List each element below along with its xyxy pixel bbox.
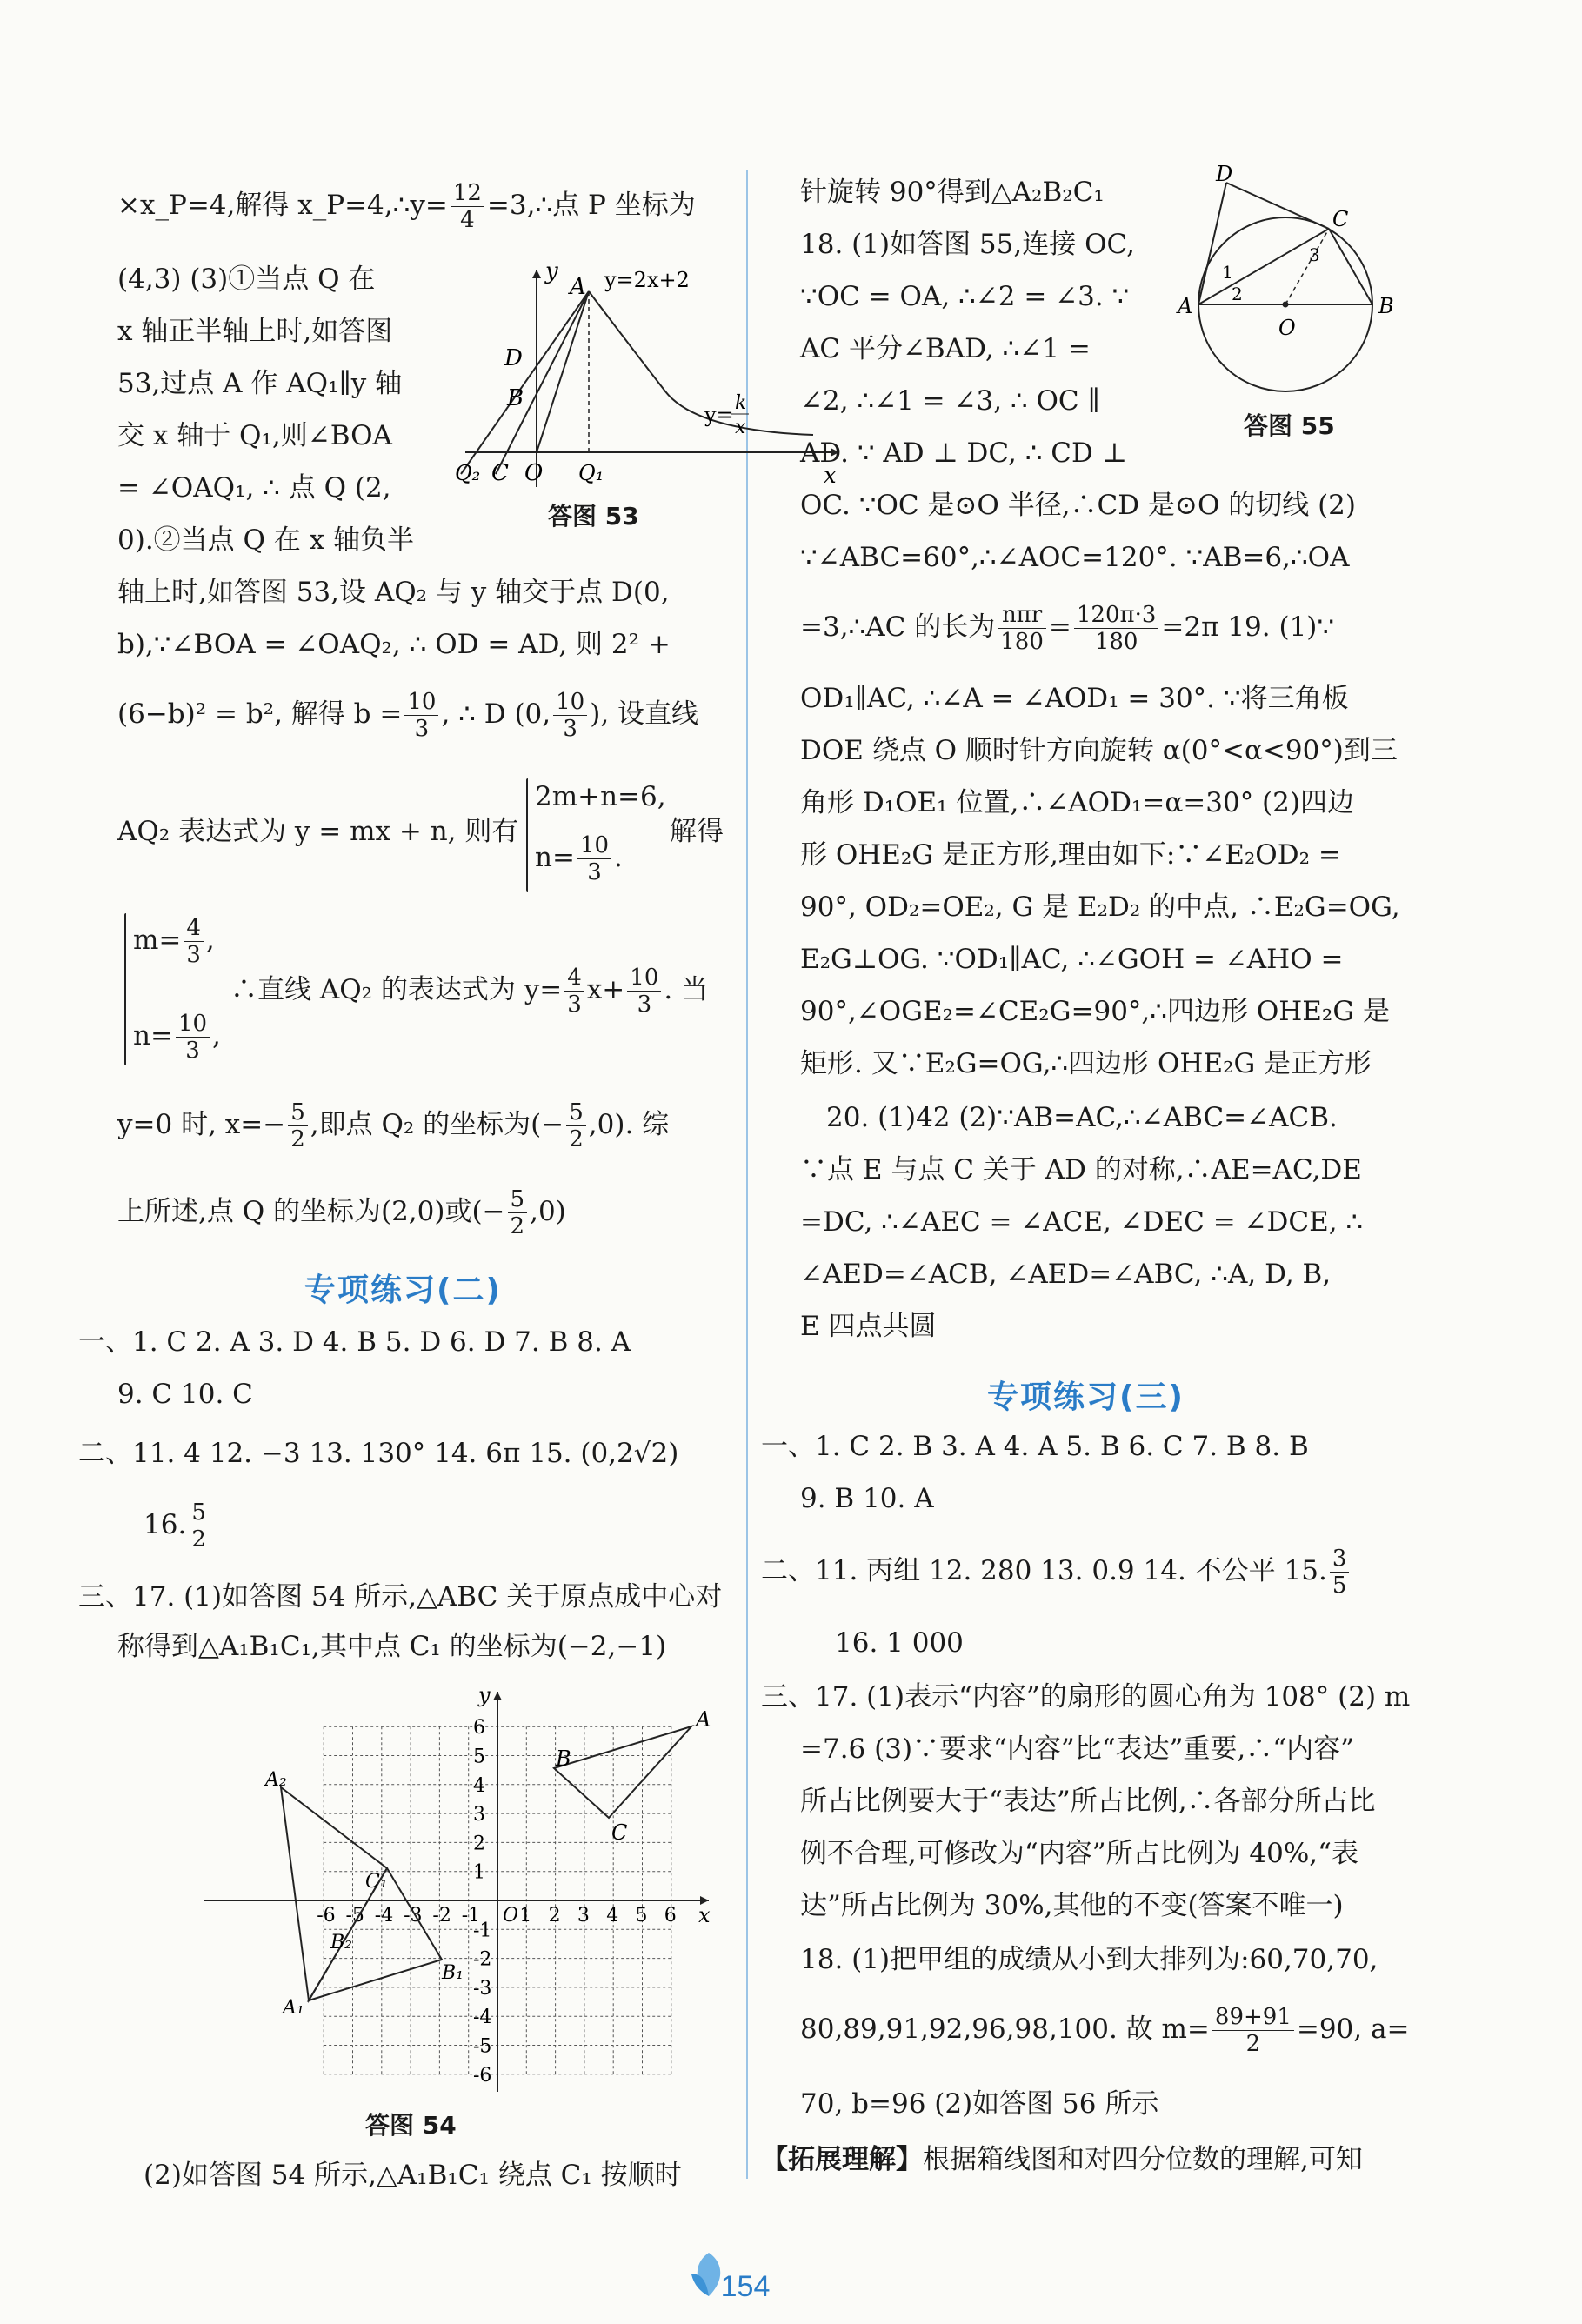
sec3-mc-line-1: 一、1. C 2. B 3. A 4. A 5. B 6. C 7. B 8. B — [761, 1431, 1309, 1462]
x-tick-label: -5 — [345, 1905, 364, 1927]
svg-text:y: y — [545, 258, 558, 284]
right-line-4: AC 平分∠BAD, ∴∠1 = — [800, 333, 1091, 364]
right-line-20: =DC, ∴∠AEC = ∠ACE, ∠DEC = ∠DCE, ∴ — [800, 1206, 1364, 1238]
svg-text:O: O — [1278, 316, 1296, 340]
s18-line-2: 80,89,91,92,96,98,100. 故 m= $\frac{89+91}{2}$ =90, a= — [800, 2004, 1410, 2057]
system-brace-2 — [124, 913, 126, 1065]
y-tick-label: -5 — [473, 2035, 492, 2058]
right-line-14: 90°, OD₂=OE₂, G 是 E₂D₂ 的中点, ∴E₂G=OG, — [800, 892, 1400, 923]
svg-text:y=: y= — [704, 403, 734, 427]
y-tick-label: 4 — [473, 1774, 485, 1797]
svg-text:A: A — [1178, 294, 1193, 318]
left-line-8: 轴上时,如答图 53,设 AQ₂ 与 y 轴交于点 D(0, — [117, 577, 670, 608]
left-line-4: 53,过点 A 作 AQ₁∥y 轴 — [117, 368, 403, 399]
sec2-fill-line-2: 16. $\frac{5}{2}$ — [144, 1498, 211, 1553]
x-tick-label: 5 — [635, 1905, 648, 1927]
x-tick-label: 4 — [606, 1905, 619, 1927]
right-line-6: AD. ∵ AD ⊥ DC, ∴ CD ⊥ — [800, 437, 1127, 469]
sec3-fill-line-2: 16. 1 000 — [835, 1627, 964, 1659]
svg-text:D: D — [1216, 165, 1233, 186]
svg-text:3: 3 — [1309, 244, 1320, 265]
svg-text:O: O — [524, 460, 544, 486]
x-tick-label: 2 — [548, 1905, 561, 1927]
svg-text:D: D — [504, 345, 523, 371]
s17-line-2: =7.6 (3)∵要求“内容”比“表达”重要,∴“内容” — [800, 1733, 1354, 1765]
svg-text:y: y — [478, 1683, 491, 1707]
right-line-13: 形 OHE₂G 是正方形,理由如下:∵∠E₂OD₂ = — [800, 839, 1341, 871]
svg-text:y=2x+2: y=2x+2 — [604, 268, 690, 292]
s17-line-1: 三、17. (1)表示“内容”的扇形的圆心角为 108° (2) m — [761, 1681, 1411, 1713]
svg-text:k: k — [735, 392, 747, 414]
y-tick-label: 6 — [473, 1717, 485, 1740]
left-line-11: AQ₂ 表达式为 y = mx + n, 则有 — [117, 816, 519, 847]
svg-text:B₂: B₂ — [330, 1932, 352, 1953]
right-line-7: OC. ∵OC 是⊙O 半径,∴CD 是⊙O 的切线 (2) — [800, 490, 1356, 521]
solution-m: m= $\frac{4}{3}$ , — [133, 915, 215, 968]
svg-text:A₂: A₂ — [265, 1769, 287, 1791]
svg-text:B: B — [507, 385, 524, 411]
q17-line-1: 三、17. (1)如答图 54 所示,△ABC 关于原点成中心对 — [78, 1581, 723, 1613]
right-line-10: OD₁∥AC, ∴∠A = ∠AOD₁ = 30°. ∵将三角板 — [800, 683, 1349, 714]
right-line-1: 针旋转 90°得到△A₂B₂C₁ — [800, 177, 1105, 208]
left-line-2: (4,3) (3)①当点 Q 在 — [117, 264, 376, 295]
s17-line-4: 例不合理,可修改为“内容”所占比例为 40%,“表 — [800, 1838, 1359, 1869]
system-brace-1 — [526, 778, 528, 892]
s18-line-3: 70, b=96 (2)如答图 56 所示 — [800, 2088, 1159, 2120]
svg-text:B: B — [556, 1746, 571, 1771]
q17-line-3: (2)如答图 54 所示,△A₁B₁C₁ 绕点 C₁ 按顺时 — [144, 2160, 682, 2191]
x-tick-label: 6 — [664, 1905, 677, 1927]
solution-n: n= $\frac{10}{3}$ , — [133, 1011, 221, 1064]
expand-line: 【拓展理解】根据箱线图和对四分位数的理解,可知 — [761, 2144, 1363, 2175]
x-tick-label: -6 — [317, 1905, 336, 1927]
right-line-11: DOE 绕点 O 顺时针方向旋转 α(0°<α<90°)到三 — [800, 735, 1398, 766]
x-tick-label: -2 — [432, 1905, 451, 1927]
figure-55-caption: 答图 55 — [1244, 411, 1335, 440]
x-tick-label: 1 — [519, 1905, 532, 1927]
figure-54 — [187, 1683, 726, 2100]
right-line-12: 角形 D₁OE₁ 位置,∴∠AOD₁=α=30° (2)四边 — [800, 787, 1354, 818]
system-eq-2: n= $\frac{10}{3}$ . — [535, 832, 623, 885]
right-line-17: 矩形. 又∵E₂G=OG,∴四边形 OHE₂G 是正方形 — [800, 1048, 1372, 1079]
right-line-18: 20. (1)42 (2)∵AB=AC,∴∠ABC=∠ACB. — [826, 1102, 1338, 1133]
y-tick-label: 2 — [473, 1833, 485, 1855]
right-line-2: 18. (1)如答图 55,连接 OC, — [800, 229, 1135, 260]
left-line-10: (6−b)² = b², 解得 b = $\frac{10}{3}$ , ∴ D (0, $\frac{10}{3}$ ), 设直线 — [117, 689, 699, 742]
y-tick-label: 1 — [473, 1861, 485, 1884]
left-line-9: b),∵∠BOA = ∠OAQ₂, ∴ OD = AD, 则 2² + — [117, 629, 671, 660]
svg-text:x: x — [824, 463, 837, 489]
y-tick-label: -1 — [473, 1920, 492, 1942]
page-number: 154 — [720, 2270, 771, 2303]
figure-54-caption: 答图 54 — [365, 2111, 457, 2140]
svg-text:O: O — [503, 1905, 519, 1927]
svg-text:x: x — [735, 417, 746, 438]
left-line-7: 0).②当点 Q 在 x 轴负半 — [117, 524, 414, 556]
y-tick-label: -2 — [473, 1948, 492, 1971]
left-line-6: = ∠OAQ₁, ∴ 点 Q (2, — [117, 472, 391, 504]
svg-text:Q₂: Q₂ — [455, 461, 481, 485]
expand-tag: 【拓展理解】 — [761, 2144, 923, 2175]
x-tick-label: -1 — [461, 1905, 481, 1927]
svg-text:Q₁: Q₁ — [578, 461, 604, 485]
left-line-5: 交 x 轴于 Q₁,则∠BOA — [117, 420, 392, 451]
x-tick-label: -4 — [374, 1905, 394, 1927]
svg-text:C: C — [491, 460, 509, 486]
left-line-11-end: 解得 — [670, 816, 724, 847]
svg-text:2: 2 — [1232, 284, 1243, 304]
x-tick-label: -3 — [404, 1905, 423, 1927]
svg-text:B₁: B₁ — [442, 1962, 464, 1984]
figure-53 — [448, 252, 848, 496]
left-line-14: 上所述,点 Q 的坐标为(2,0)或(− $\frac{5}{2}$ ,0) — [117, 1186, 566, 1239]
svg-text:A: A — [696, 1707, 711, 1732]
sec2-fill-line-1: 二、11. 4 12. −3 13. 130° 14. 6π 15. (0,2√2) — [78, 1438, 679, 1469]
y-tick-label: -6 — [473, 2064, 492, 2087]
s17-line-3: 所占比例要大于“表达”所占比例,∴各部分所占比 — [800, 1786, 1376, 1817]
y-tick-label: -4 — [473, 2007, 492, 2029]
svg-text:A: A — [570, 274, 586, 300]
sec3-fill-line-1: 二、11. 丙组 12. 280 13. 0.9 14. 不公平 15. $\frac{3}{5}$ — [761, 1544, 1352, 1599]
right-line-3: ∵OC = OA, ∴∠2 = ∠3. ∵ — [800, 281, 1130, 312]
svg-text:C₁: C₁ — [365, 1871, 388, 1893]
y-tick-label: 3 — [473, 1804, 485, 1826]
right-line-8: ∵∠ABC=60°,∴∠AOC=120°. ∵AB=6,∴OA — [800, 542, 1350, 573]
figure-55 — [1165, 165, 1400, 417]
right-line-15: E₂G⊥OG. ∵OD₁∥AC, ∴∠GOH = ∠AHO = — [800, 944, 1344, 975]
svg-text:B: B — [1378, 294, 1394, 318]
y-tick-label: 5 — [473, 1746, 485, 1768]
right-line-16: 90°,∠OGE₂=∠CE₂G=90°,∴四边形 OHE₂G 是 — [800, 996, 1390, 1027]
section-title-3: 专项练习(三) — [987, 1379, 1185, 1415]
svg-text:1: 1 — [1222, 262, 1233, 283]
right-line-19: ∵点 E 与点 C 关于 AD 的对称,∴AE=AC,DE — [800, 1154, 1362, 1185]
system-eq-1: 2m+n=6, — [535, 781, 666, 812]
figure-53-caption: 答图 53 — [548, 502, 639, 531]
x-tick-label: 3 — [577, 1905, 590, 1927]
svg-text:A₁: A₁ — [283, 1997, 304, 2019]
right-line-21: ∠AED=∠ACB, ∠AED=∠ABC, ∴A, D, B, — [800, 1259, 1332, 1290]
q17-line-2: 称得到△A₁B₁C₁,其中点 C₁ 的坐标为(−2,−1) — [117, 1631, 667, 1662]
y-tick-label: -3 — [473, 1977, 492, 2000]
s18-line-1: 18. (1)把甲组的成绩从小到大排列为:60,70,70, — [800, 1944, 1378, 1975]
svg-text:C: C — [611, 1820, 628, 1845]
right-line-22: E 四点共圆 — [800, 1311, 937, 1342]
svg-text:x: x — [698, 1903, 711, 1927]
section-title-2: 专项练习(二) — [304, 1272, 502, 1308]
left-line-3: x 轴正半轴上时,如答图 — [117, 316, 393, 347]
right-line-9: =3,∴AC 的长为 $\frac{\text{nπr}}{180}$ = $\frac{120\pi\cdot 3}{180}$ =2π 19. (1)∵ — [800, 602, 1335, 655]
left-line-1: ×x_P=4,解得 x_P=4,∴y= $\frac{12}{4}$ =3,∴点 P 坐标为 — [117, 180, 696, 233]
sec2-mc-line-1: 一、1. C 2. A 3. D 4. B 5. D 6. D 7. B 8. A — [78, 1326, 631, 1358]
left-line-13: y=0 时, x=− $\frac{5}{2}$ ,即点 Q₂ 的坐标为(− $\frac{5}{2}$ ,0). 综 — [117, 1099, 670, 1152]
left-line-12: ∴直线 AQ₂ 的表达式为 y= $\frac{4}{3}$ x+ $\frac{10}{3}$ . 当 — [230, 965, 709, 1018]
right-line-5: ∠2, ∴∠1 = ∠3, ∴ OC ∥ — [800, 385, 1100, 417]
svg-text:C: C — [1332, 207, 1349, 231]
sec2-mc-line-2: 9. C 10. C — [117, 1379, 253, 1410]
sec3-mc-line-2: 9. B 10. A — [800, 1483, 934, 1514]
s17-line-5: 达”所占比例为 30%,其他的不变(答案不唯一) — [800, 1890, 1344, 1921]
